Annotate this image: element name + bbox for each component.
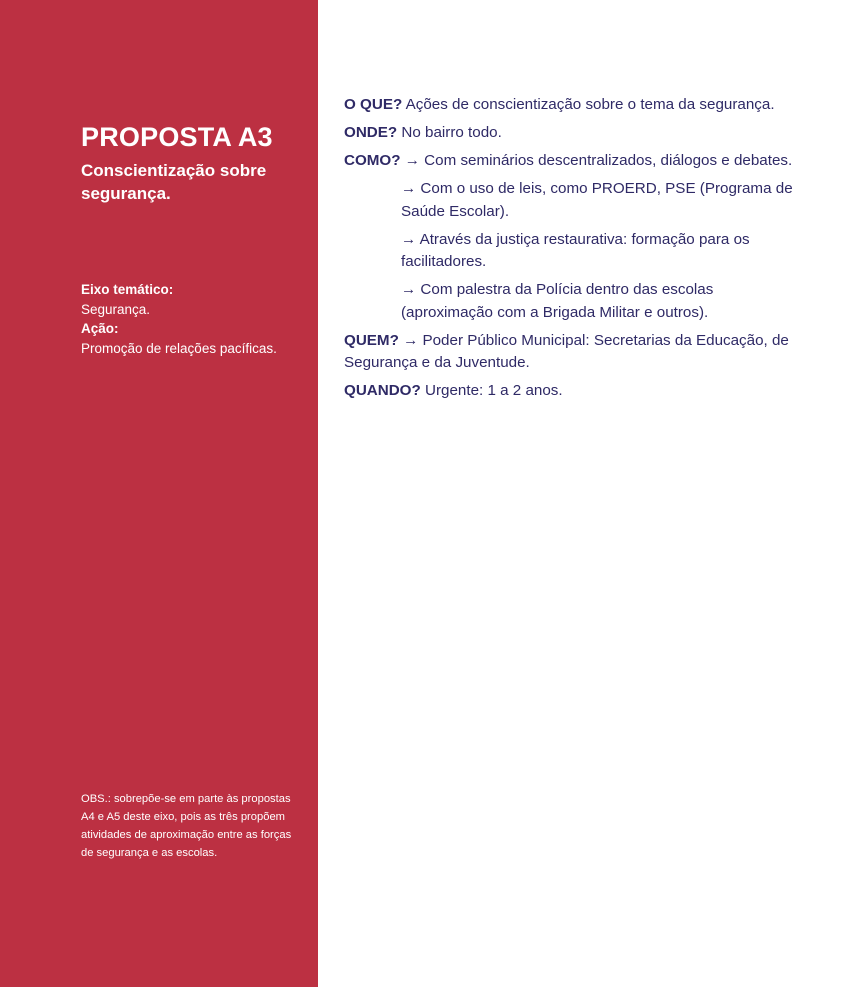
when-label: QUANDO? [344,382,421,399]
what-text: Ações de conscientização sobre o tema da segurança. [402,96,775,113]
how-item: → Através da justiça restaurativa: formação para os facilitadores. [401,230,750,270]
where-row [344,122,804,145]
proposal-title: PROPOSTA A3 [81,122,273,152]
when-row [344,380,804,403]
proposal-subtitle: Conscientização sobre segurança. [81,161,267,203]
sidebar-panel [0,0,318,987]
how-item: → Com palestra da Polícia dentro das escolas (aproximação com a Brigada Militar e outros). [401,281,714,321]
acao-value: Promoção de relações pacíficas. [81,340,277,356]
how-label: COMO? [344,152,401,169]
where-text: No bairro todo. [397,124,502,141]
eixo-label: Eixo temático: [81,282,174,297]
when-text: Urgente: 1 a 2 anos. [420,382,563,399]
eixo-value: Segurança. [81,301,151,317]
observation-note: OBS.: sobrepõe-se em parte às propostas A4 e A5 deste eixo, pois as três propõem atividades de aproximação entre as forças de segurança e as escolas. [81,793,292,859]
how-row [344,150,804,173]
how-item: → Com o uso de leis, como PROERD, PSE (Programa de Saúde Escolar). [401,180,793,220]
proposal-meta [81,280,306,358]
who-label: QUEM? [344,331,399,349]
how-item: → Com seminários descentralizados, diálogos e debates. [400,152,793,169]
who-text: → Poder Público Municipal: Secretarias da Educação, de Segurança e da Juventude. [344,331,789,371]
acao-label: Ação: [81,321,119,336]
what-label: O QUE? [344,96,403,113]
proposal-details [344,94,804,408]
what-row [344,94,804,117]
who-row [344,330,804,375]
where-label: ONDE? [344,124,398,141]
